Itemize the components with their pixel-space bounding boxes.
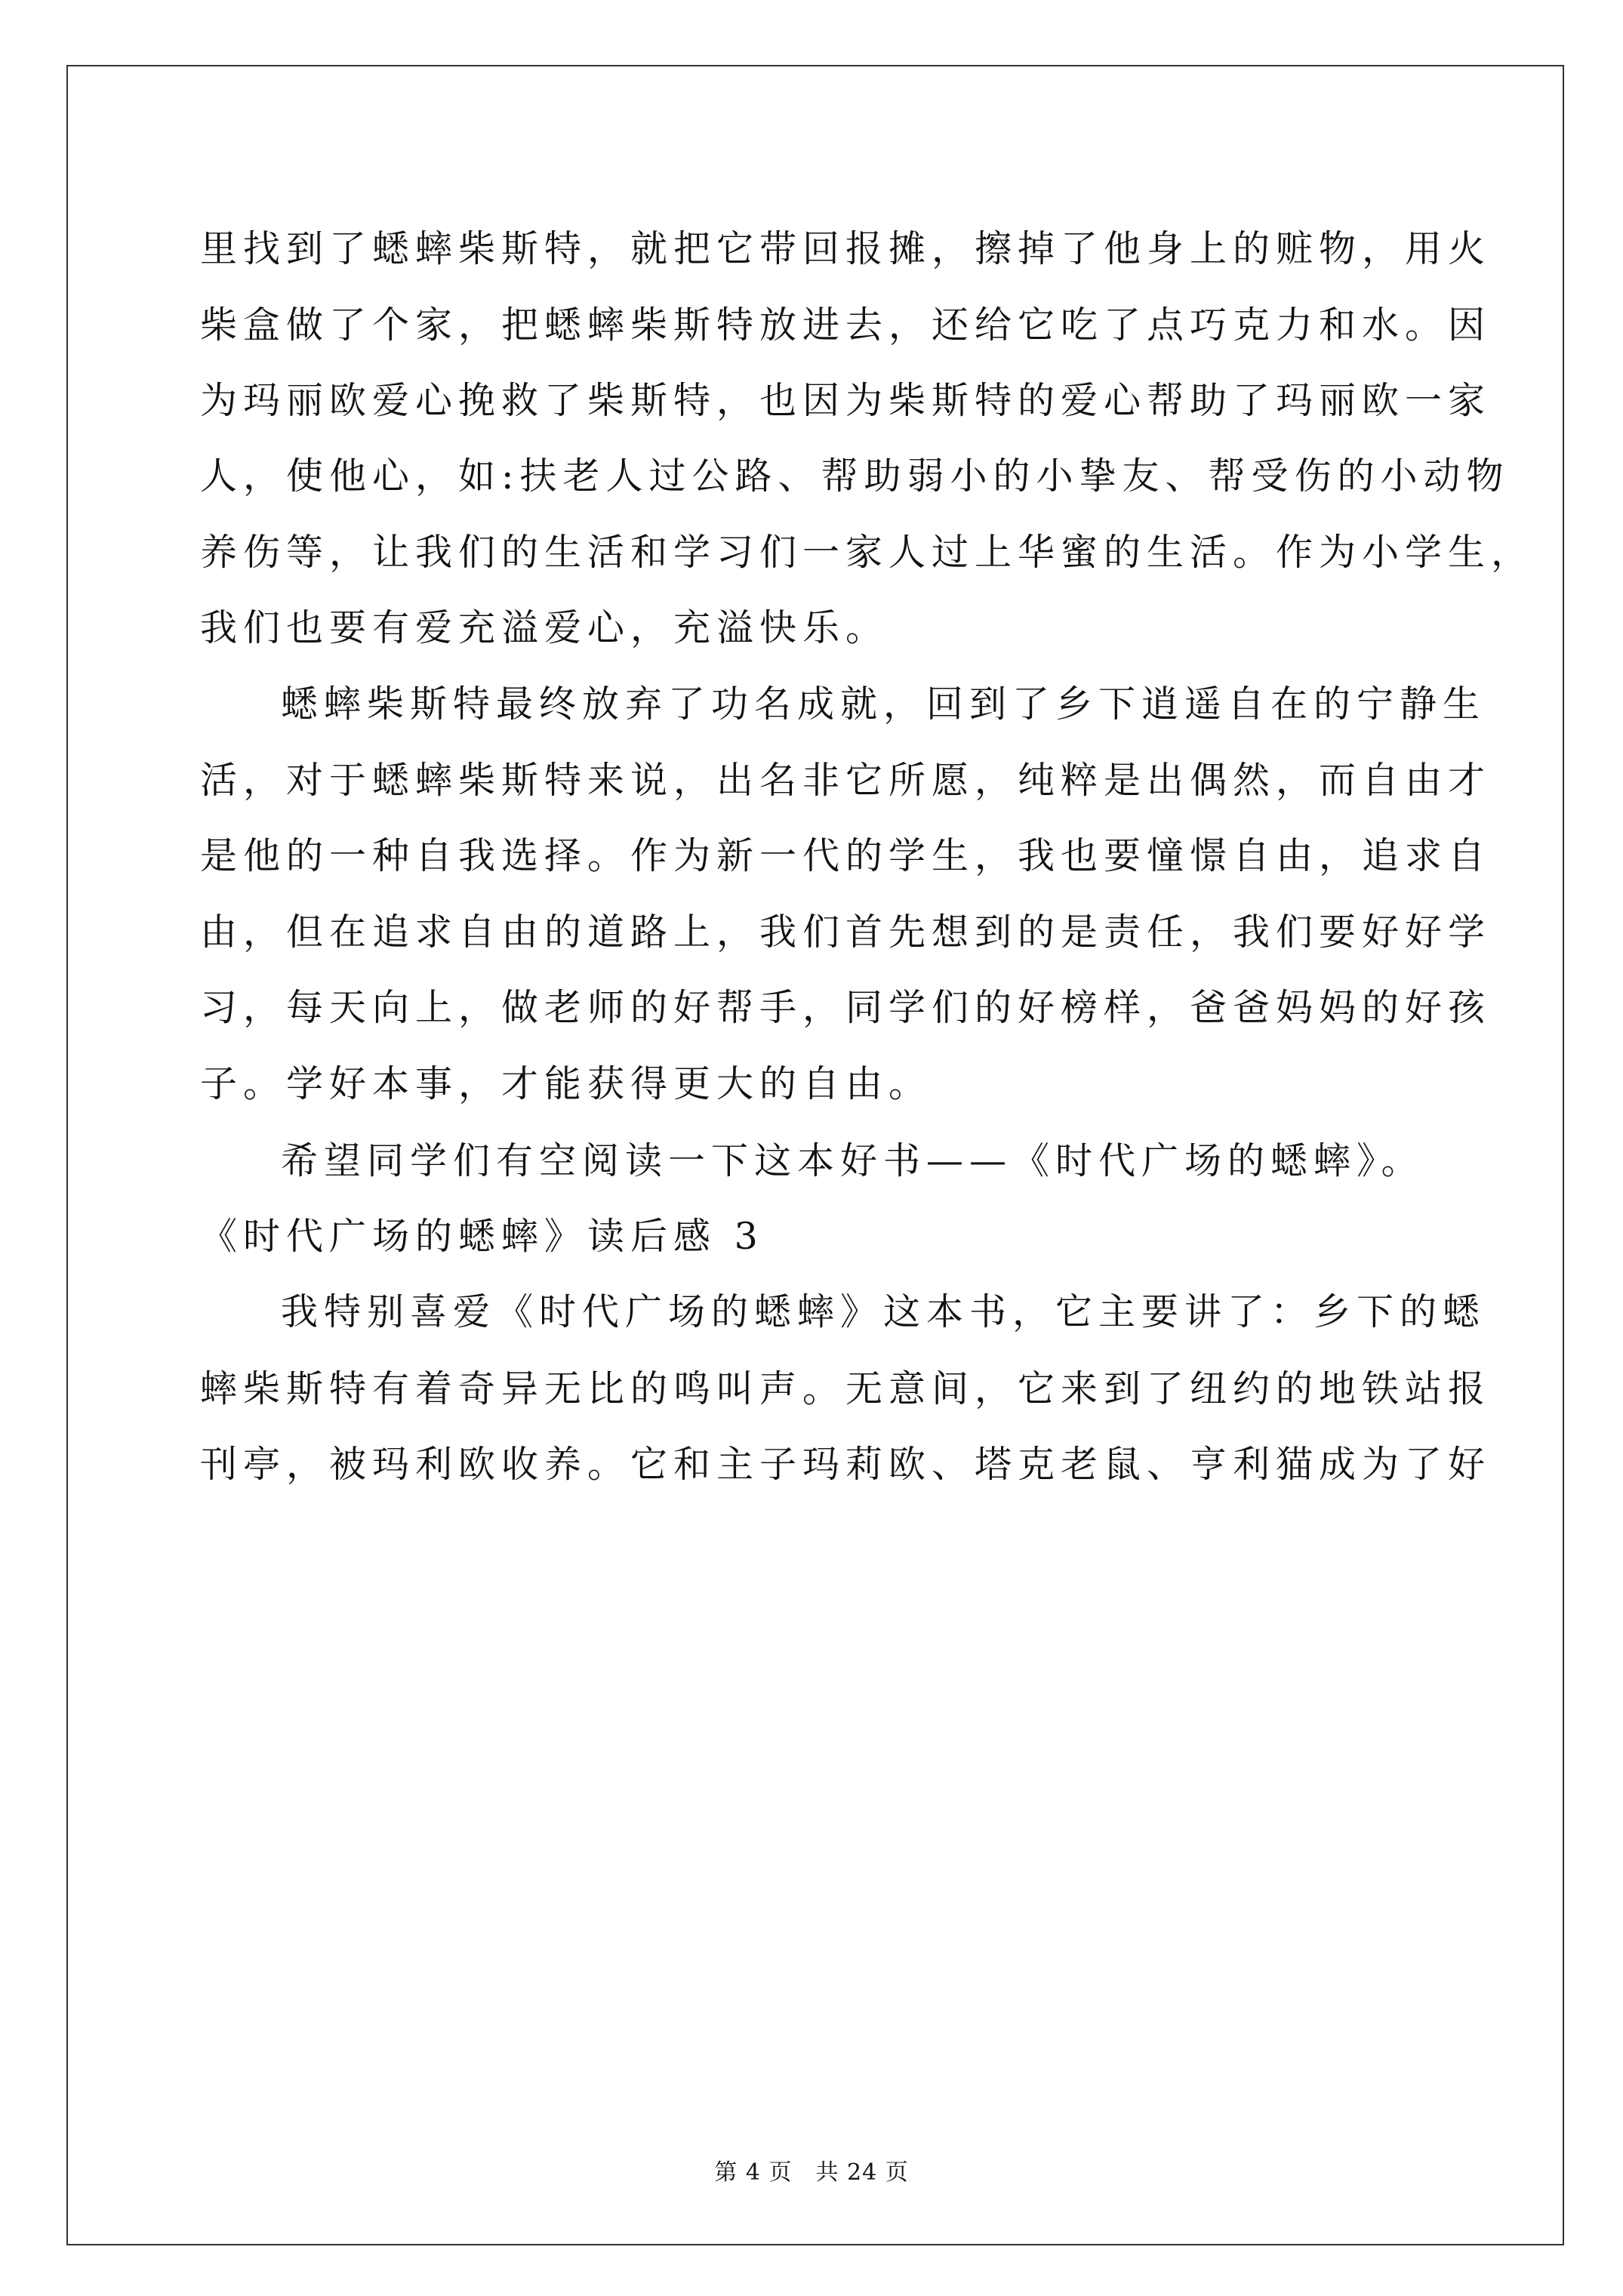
text-line: 是他的一种自我选择。作为新一代的学生，我也要憧憬自由，追求自	[200, 834, 1492, 877]
text-line: 刊亭，被玛利欧收养。它和主子玛莉欧、塔克老鼠、亨利猫成为了好	[200, 1443, 1492, 1486]
text-line: 习，每天向上，做老师的好帮手，同学们的好榜样，爸爸妈妈的好孩	[200, 986, 1492, 1029]
text-line: 里找到了蟋蟀柴斯特，就把它带回报摊，擦掉了他身上的赃物，用火	[200, 227, 1492, 270]
text-line: 为玛丽欧爱心挽救了柴斯特，也因为柴斯特的爱心帮助了玛丽欧一家	[200, 379, 1492, 422]
text-line: 养伤等，让我们的生活和学习们一家人过上华蜜的生活。作为小学生，	[200, 531, 1535, 574]
page-number: 第 4 页 共 24 页	[714, 2159, 909, 2186]
text-line: 由，但在追求自由的道路上，我们首先想到的是责任，我们要好好学	[200, 911, 1492, 954]
section-heading: 《时代广场的蟋蟀》读后感 3	[200, 1215, 764, 1258]
text-line: 人，使他心，如:扶老人过公路、帮助弱小的小挚友、帮受伤的小动物	[200, 455, 1510, 498]
text-line: 我特别喜爱《时代广场的蟋蟀》这本书，它主要讲了：乡下的蟋	[281, 1290, 1486, 1333]
text-line: 希望同学们有空阅读一下这本好书——《时代广场的蟋蟀》。	[281, 1139, 1424, 1182]
text-line: 柴盒做了个家，把蟋蟀柴斯特放进去，还给它吃了点巧克力和水。因	[200, 304, 1492, 347]
text-line: 子。学好本事，才能获得更大的自由。	[200, 1062, 932, 1105]
text-line: 蟀柴斯特有着奇异无比的鸣叫声。无意间，它来到了纽约的地铁站报	[200, 1367, 1492, 1410]
text-line: 蟋蟀柴斯特最终放弃了功名成就，回到了乡下逍遥自在的宁静生	[281, 683, 1486, 726]
text-line: 活，对于蟋蟀柴斯特来说，出名非它所愿，纯粹是出偶然，而自由才	[200, 759, 1492, 802]
text-line: 我们也要有爱充溢爱心，充溢快乐。	[200, 606, 889, 649]
